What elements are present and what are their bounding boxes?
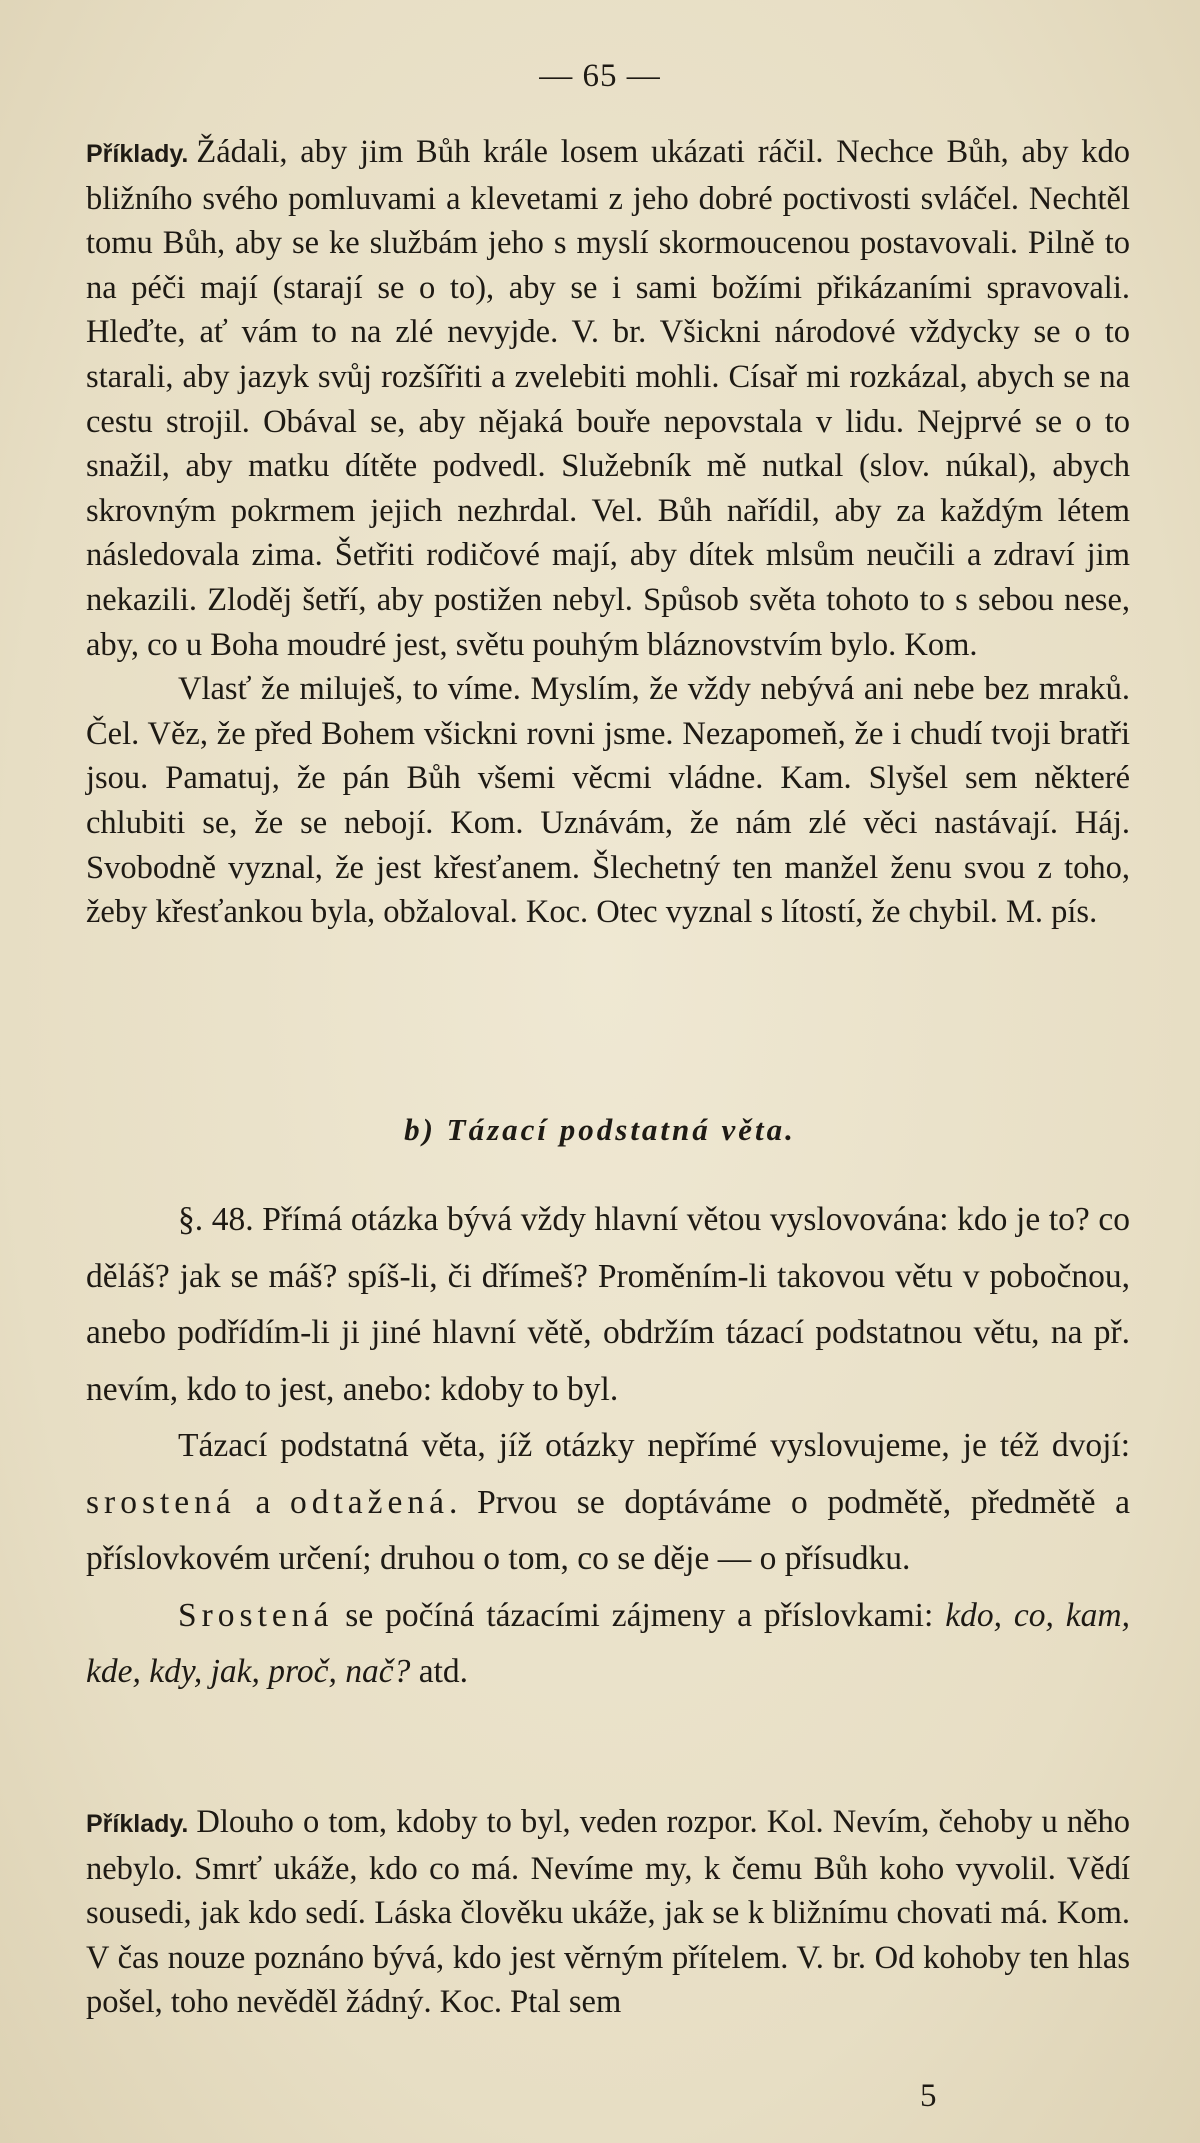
examples-paragraph-3 — [86, 1800, 1130, 2025]
examples-text: Žádali, aby jim Bůh krále losem ukázati ráčil. Nechce Bůh, aby kdo bližního svého pomluvami a klevetami z jeho dobré poctivosti svláčel. Nechtěl tomu Bůh, aby se ke službám jeho s myslí skormoucenou postavovali. Pilně to na péči mají (starají se o to), aby se i sami božími přikázaními spravovali. Hleďte, ať vám to na zlé nevyjde. V. br. Všickni národové vždycky se o to starali, aby jazyk svůj rozšířiti a zvelebiti mohli. Císař mi rozkázal, abych se na cestu strojil. Obával se, aby nějaká bouře nepovstala v lidu. Nejprvé se o to snažil, aby matku dítěte podvedl. Služebník mě nutkal (slov. núkal), abych skrovným pokrmem jejich nezhrdal. Vel. Bůh nařídil, aby za každým létem následovala zima. Šetřiti rodičové mají, aby dítek mlsům neučili a zdraví jim nekazili. Zloděj šetří, aby postižen nebyl. Spůsob světa tohoto to s sebou nese, aby, co u Boha moudré jest, světu pouhým bláznovstvím bylo. Kom. — [86, 134, 1130, 663]
term-srostena-2: Srostená — [178, 1596, 334, 1634]
section-48-paragraph-3: Srostená se počíná tázacími zájmeny a příslovkami: kdo, co, kam, kde, kdy, jak, proč, nač? atd. — [86, 1596, 1130, 1690]
page-number: — 65 — — [539, 58, 661, 94]
examples-block-2 — [86, 1800, 1130, 2025]
signature-mark: 5 — [920, 2078, 937, 2114]
examples-text-2: Dlouho o tom, kdoby to byl, veden rozpor. Kol. Nevím, čehoby u něho nebylo. Smrť ukáže, kdo co má. Nevíme my, k čemu Bůh koho vyvolil. Vědí sousedi, jak kdo sedí. Láska člověku ukáže, jak se k bližnímu chovati má. Kom. V čas nouze poznáno bývá, kdo jest věrným přítelem. V. br. Od kohoby ten hlas pošel, toho nevěděl žádný. Koc. Ptal sem — [86, 1804, 1130, 2021]
examples-paragraph-2: Vlasť že miluješ, to víme. Myslím, že vždy nebývá ani nebe bez mraků. Čel. Věz, že před Bohem všickni rovni jsme. Nezapomeň, že i chudí tvoji bratři jsou. Pamatuj, že pán Bůh všemi věcmi vládne. Kam. Slyšel sem některé chlubiti se, že se nebojí. Kom. Uznávám, že nám zlé věci nastávají. Háj. Svobodně vyznal, že jest křesťanem. Šlechetný ten manžel ženu svou z toho, žeby křesťankou byla, obžaloval. Koc. Otec vyznal s lítostí, že chybil. M. pís. — [86, 671, 1130, 931]
term-odtazena: odtažená — [290, 1483, 450, 1521]
term-srostena: srostená — [86, 1483, 236, 1521]
section-heading: b) Tázací podstatná věta. — [404, 1112, 796, 1147]
examples-label-2: Příklady. — [86, 1810, 189, 1838]
interrogative-words: kdo, co, kam, kde, kdy, jak, proč, nač? — [86, 1596, 1130, 1690]
examples-label: Příklady. — [86, 140, 189, 168]
section-48-paragraph-2: Tázací podstatná věta, jíž otázky nepřímé vyslovujeme, je též dvojí: srostená a odtažená. Prvou se doptáváme o podmětě, předmětě a příslovkovém určení; druhou o tom, co se děje — o přísudku. — [86, 1427, 1131, 1577]
examples-block-1 — [86, 130, 1130, 935]
section-48 — [86, 1192, 1130, 1701]
section-48-paragraph-1: §. 48. Přímá otázka bývá vždy hlavní větou vyslovována: kdo je to? co děláš? jak se máš? spíš-li, či dřímeš? Proměním-li takovou větu v pobočnou, anebo podřídím-li ji jiné hlavní větě, obdržím tázací podstatnou větu, na př. nevím, kdo to jest, anebo: kdoby to byl. — [86, 1201, 1130, 1408]
examples-paragraph — [86, 130, 1130, 667]
